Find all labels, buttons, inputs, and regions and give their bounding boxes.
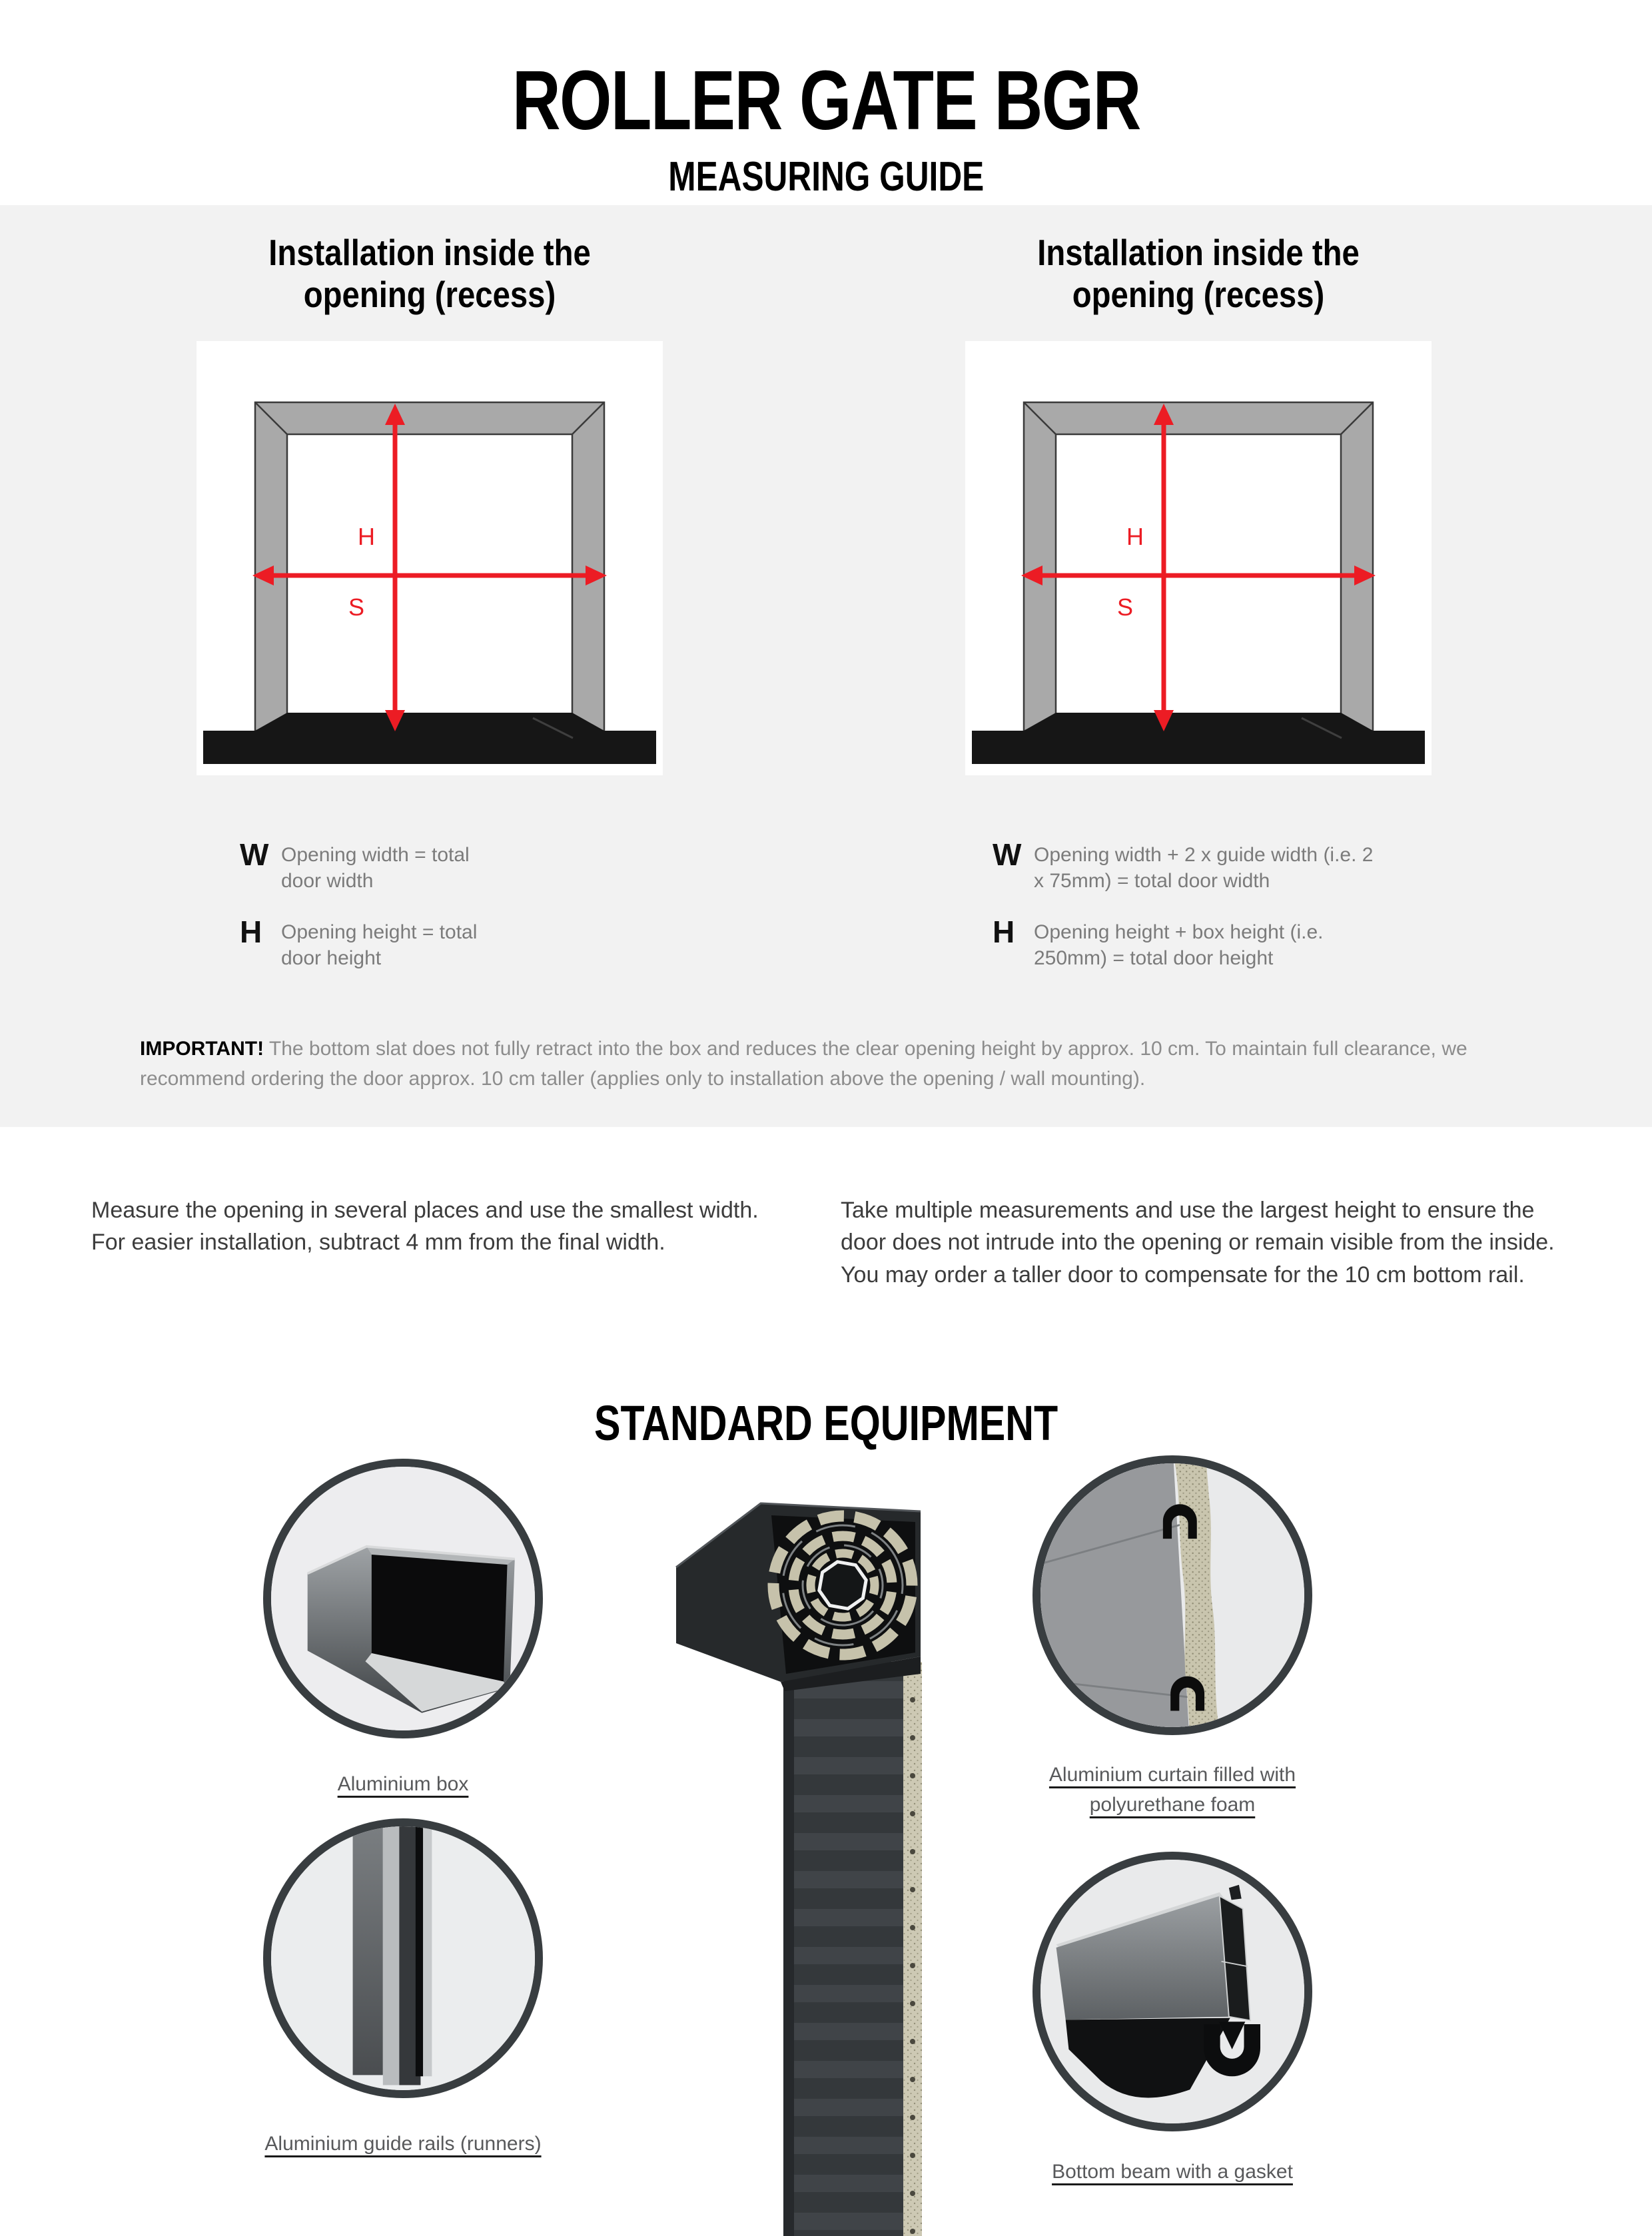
curtain-foam-edge bbox=[903, 1662, 922, 2236]
rail-outer-flange bbox=[353, 1826, 383, 2075]
equipment-label-guide-rails: Aluminium guide rails (runners) bbox=[264, 2133, 542, 2155]
legend-symbol-w: W bbox=[993, 837, 1022, 872]
legend-symbol-h: H bbox=[993, 915, 1015, 949]
height-label: H bbox=[358, 523, 375, 550]
legend-text-w: Opening width = total door width bbox=[281, 844, 470, 892]
width-arrow bbox=[252, 565, 607, 585]
guide-rail-illustration bbox=[271, 1826, 535, 2090]
door-frame bbox=[1024, 402, 1373, 731]
column-heading-right: Installation inside the opening (recess) bbox=[1037, 232, 1360, 316]
diagram-card-left bbox=[197, 341, 663, 775]
note-height: Take multiple measurements and use the largest height to ensure the door does not intrude into the opening or remain visible from the inside. You may order a taller door to compensate for the 10 cm bottom rail. bbox=[841, 1198, 1555, 1288]
bottom-beam-illustration bbox=[1040, 1860, 1304, 2123]
important-text: The bottom slat does not fully retract into the box and reduces the clear opening height by approx. 10 cm. To maintain full clearance, we recommend ordering the door approx. 10 cm taller (applies only to installation above the opening / wall mounting). bbox=[140, 1038, 1467, 1090]
measuring-section bbox=[0, 205, 1652, 1127]
legend-text-w: Opening width + 2 x guide width (i.e. 2 x 75mm) = total door width bbox=[1034, 844, 1374, 892]
equipment-image-guide-rail bbox=[263, 1818, 543, 2098]
legend-text-h: Opening height = total door height bbox=[281, 921, 478, 969]
diagram-card-right bbox=[965, 341, 1432, 775]
important-note bbox=[140, 1034, 1499, 1094]
height-arrow bbox=[1154, 404, 1174, 731]
width-label: S bbox=[348, 593, 364, 621]
legend-item-width bbox=[993, 839, 1432, 894]
legend-item-height bbox=[240, 917, 560, 971]
opening-diagram-left bbox=[197, 341, 663, 775]
door-frame bbox=[255, 402, 604, 731]
roller-assembly-illustration bbox=[659, 1462, 993, 2236]
curtain-left-shadow bbox=[783, 1662, 794, 2236]
curtain-slats bbox=[783, 1681, 903, 2230]
equipment-heading: STANDARD EQUIPMENT bbox=[594, 1395, 1058, 1451]
opening-diagram-right bbox=[965, 341, 1432, 775]
curtain bbox=[783, 1662, 922, 2236]
legend-right bbox=[993, 839, 1432, 994]
slat-face bbox=[1040, 1463, 1189, 1727]
important-label: IMPORTANT! bbox=[140, 1038, 264, 1060]
equipment-label-curtain: Aluminium curtain filled with polyurethane foam bbox=[1048, 1764, 1296, 1816]
page-title-text: ROLLER GATE BGR bbox=[512, 53, 1140, 147]
height-label: H bbox=[1126, 523, 1144, 550]
width-label: S bbox=[1116, 593, 1133, 621]
equipment-label-bottom-beam: Bottom beam with a gasket bbox=[1052, 2161, 1293, 2183]
rail-inner-strip bbox=[423, 1826, 432, 2076]
legend-symbol-h: H bbox=[240, 915, 262, 949]
equipment-image-curtain-section bbox=[1032, 1455, 1312, 1735]
roller-box bbox=[676, 1503, 925, 1691]
legend-symbol-w: W bbox=[240, 837, 269, 872]
floor-bar bbox=[972, 731, 1425, 764]
legend-item-height bbox=[993, 917, 1432, 971]
equipment-image-bottom-beam bbox=[1032, 1852, 1312, 2131]
page-subtitle-text: MEASURING GUIDE bbox=[667, 154, 984, 200]
rail-light-strip bbox=[383, 1826, 400, 2085]
equipment-image-aluminium-box bbox=[263, 1459, 543, 1738]
equipment-image-roller-assembly bbox=[659, 1462, 993, 2236]
height-arrow bbox=[385, 404, 405, 731]
equipment-label-aluminium-box: Aluminium box bbox=[337, 1773, 469, 1795]
width-arrow bbox=[1021, 565, 1376, 585]
legend-item-width bbox=[240, 839, 560, 894]
floor-bar bbox=[203, 731, 656, 764]
column-heading-left: Installation inside the opening (recess) bbox=[268, 232, 591, 316]
note-width: Measure the opening in several places and use the smallest width. For easier installation, subtract 4 mm from the final width. bbox=[91, 1198, 759, 1256]
legend-text-h: Opening height + box height (i.e. 250mm) = total door height bbox=[1034, 921, 1324, 969]
legend-left bbox=[240, 839, 560, 994]
curtain-section-illustration bbox=[1040, 1463, 1304, 1727]
page-title bbox=[0, 52, 1652, 149]
rail-dark-groove bbox=[416, 1826, 423, 2076]
page-subtitle bbox=[0, 153, 1652, 200]
aluminium-box-illustration bbox=[271, 1467, 535, 1730]
